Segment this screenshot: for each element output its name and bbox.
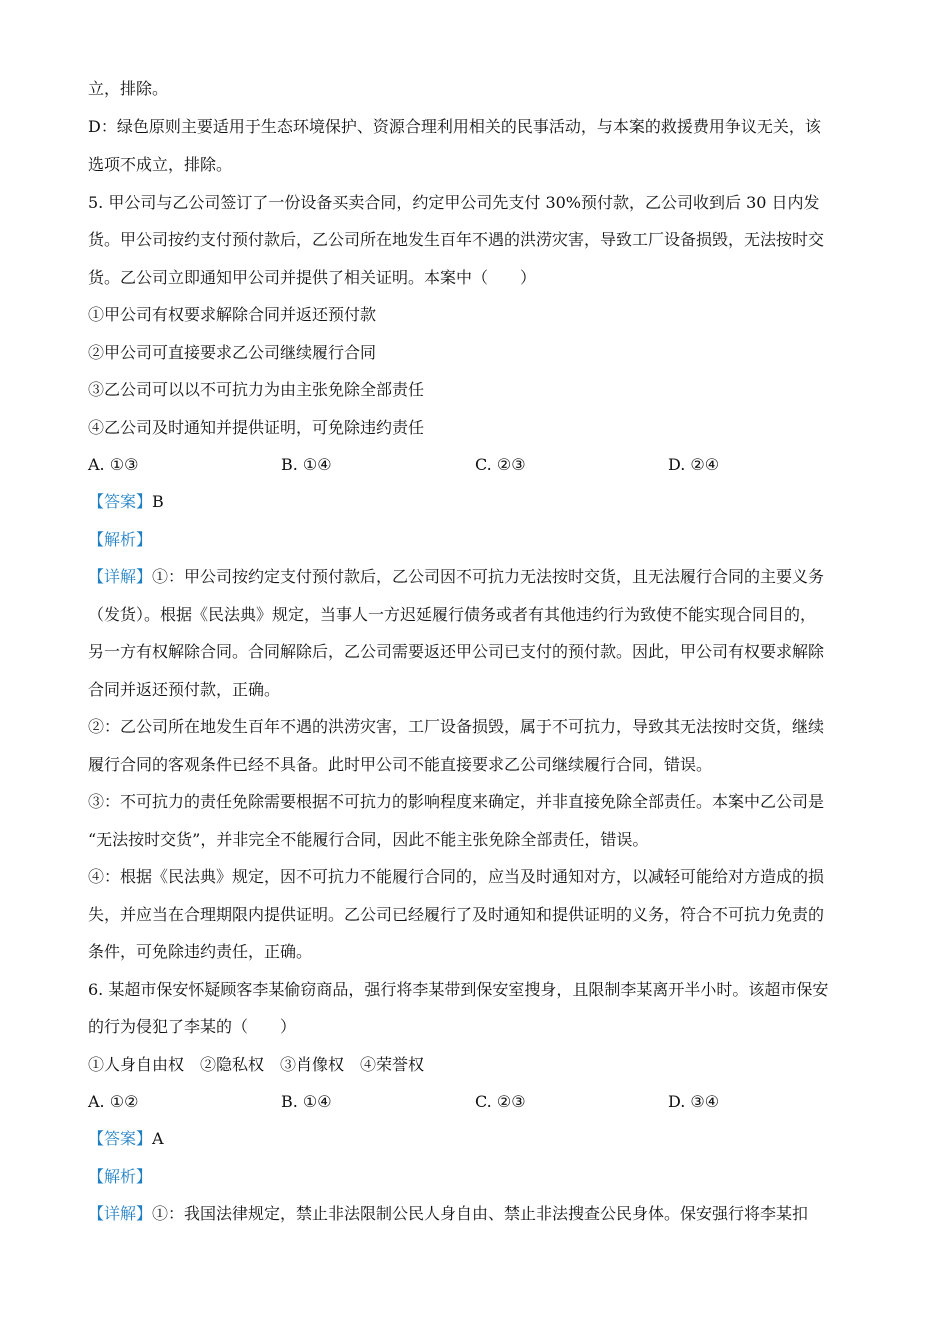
question-6-option-d: D. ③④ — [668, 1092, 720, 1111]
question-5-detail: ④：根据《民法典》规定，因不可抗力不能履行合同的，应当及时通知对方，以减轻可能给对方造成的损 — [88, 867, 825, 886]
question-5-answer — [88, 491, 868, 513]
question-5-detail: （发货）。根据《民法典》规定，当事人一方迟延履行债务或者有其他违约行为致使不能实现合同目的， — [88, 605, 817, 624]
question-5-detail: 合同并返还预付款，正确。 — [88, 680, 281, 699]
question-6-option-a: A. ①② — [88, 1092, 139, 1111]
text-line: 选项不成立，排除。 — [88, 155, 233, 174]
question-6-option-b: B. ①④ — [281, 1092, 332, 1111]
question-5-statement: ④乙公司及时通知并提供证明，可免除违约责任 — [88, 418, 425, 437]
text-line: 立，排除。 — [88, 79, 169, 98]
question-5-detail: ③：不可抗力的责任免除需要根据不可抗力的影响程度来确定，并非直接免除全部责任。本案中乙公司是 — [88, 792, 825, 811]
question-5-detail: 条件，可免除违约责任，正确。 — [88, 942, 313, 961]
question-6-answer — [88, 1128, 868, 1150]
question-5-detail: 另一方有权解除合同。合同解除后，乙公司需要返还甲公司已支付的预付款。因此，甲公司有权要求解除 — [88, 642, 825, 661]
question-5-statement: ②甲公司可直接要求乙公司继续履行合同 — [88, 343, 377, 362]
text-line: D：绿色原则主要适用于生态环境保护、资源合理利用相关的民事活动，与本案的救援费用争议无关，该 — [88, 117, 821, 136]
question-5-stem: 货。甲公司按约支付预付款后，乙公司所在地发生百年不遇的洪涝灾害，导致工厂设备损毁，无法按时交 — [88, 230, 825, 249]
question-5-option-a: A. ①③ — [88, 455, 139, 474]
answer-value: B — [152, 492, 164, 511]
question-5-stem: 货。乙公司立即通知甲公司并提供了相关证明。本案中（ ） — [88, 268, 537, 287]
question-5-detail — [88, 566, 868, 588]
question-5-option-c: C. ②③ — [475, 455, 526, 474]
question-6-stem: 6. 某超市保安怀疑顾客李某偷窃商品，强行将李某带到保安室搜身，且限制李某离开半小时。该超市保安 — [88, 980, 829, 999]
question-6-option-c: C. ②③ — [475, 1092, 526, 1111]
question-6-analysis-heading — [88, 1166, 868, 1188]
detail-tag: 【详解】 — [88, 567, 153, 586]
question-5-detail: 履行合同的客观条件已经不具备。此时甲公司不能直接要求乙公司继续履行合同，错误。 — [88, 755, 713, 774]
question-5-option-d: D. ②④ — [668, 455, 720, 474]
question-6-stem: 的行为侵犯了李某的（ ） — [88, 1017, 297, 1036]
answer-tag: 【答案】 — [88, 1129, 153, 1148]
question-5-statement: ③乙公司可以以不可抗力为由主张免除全部责任 — [88, 380, 425, 399]
question-5-detail: 失，并应当在合理期限内提供证明。乙公司已经履行了及时通知和提供证明的义务，符合不可抗力免责的 — [88, 905, 825, 924]
detail-text: ①：我国法律规定，禁止非法限制公民人身自由、禁止非法搜查公民身体。保安强行将李某扣 — [152, 1204, 809, 1223]
analysis-tag: 【解析】 — [88, 530, 153, 549]
question-5-stem: 5. 甲公司与乙公司签订了一份设备买卖合同，约定甲公司先支付 30%预付款，乙公司收到后 30 日内发 — [88, 193, 820, 212]
detail-text: ①：甲公司按约定支付预付款后，乙公司因不可抗力无法按时交货，且无法履行合同的主要义务 — [152, 567, 825, 586]
analysis-tag: 【解析】 — [88, 1167, 153, 1186]
question-5-detail: ②：乙公司所在地发生百年不遇的洪涝灾害，工厂设备损毁，属于不可抗力，导致其无法按时交货，继续 — [88, 717, 825, 736]
question-6-detail — [88, 1203, 868, 1225]
question-6-statements: ①人身自由权 ②隐私权 ③肖像权 ④荣誉权 — [88, 1055, 425, 1074]
question-5-analysis-heading — [88, 529, 868, 551]
answer-tag: 【答案】 — [88, 492, 153, 511]
question-5-option-b: B. ①④ — [281, 455, 332, 474]
answer-value: A — [152, 1129, 164, 1148]
question-5-statement: ①甲公司有权要求解除合同并返还预付款 — [88, 305, 377, 324]
detail-tag: 【详解】 — [88, 1204, 153, 1223]
question-5-detail: “无法按时交货”，并非完全不能履行合同，因此不能主张免除全部责任，错误。 — [88, 830, 649, 849]
